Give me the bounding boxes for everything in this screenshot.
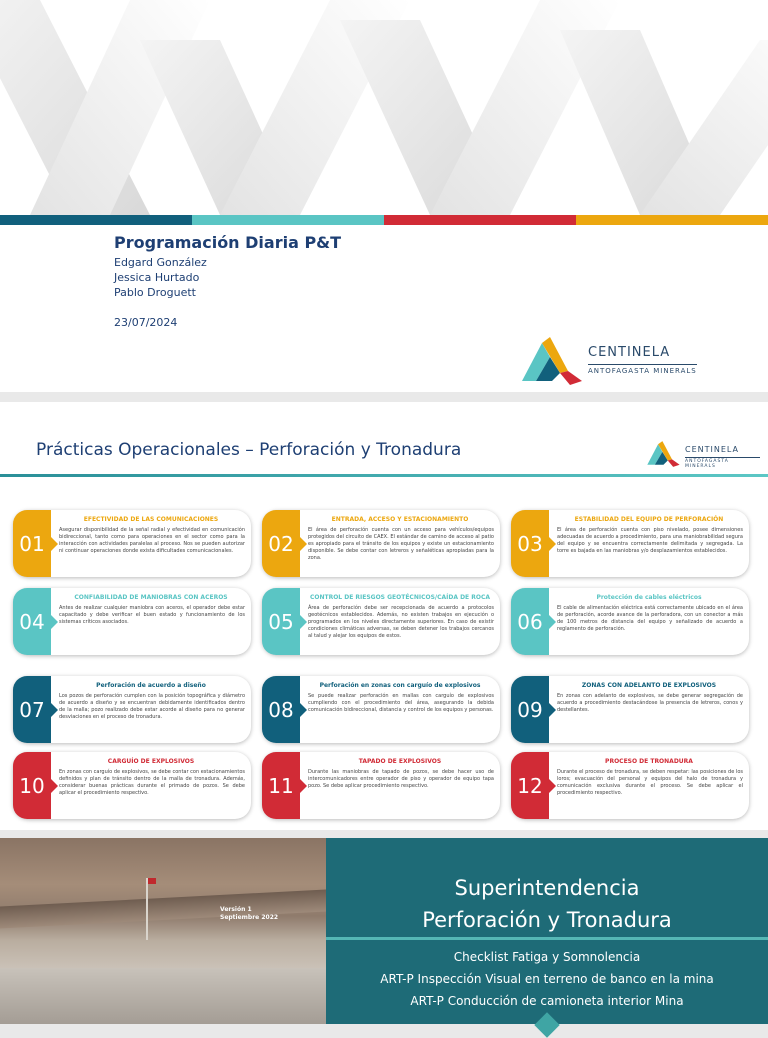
slide-title: Programación Diaria P&T <box>114 233 342 252</box>
title-slide <box>0 0 768 392</box>
card-title: EFECTIVIDAD DE LAS COMUNICACIONES <box>83 516 219 523</box>
practice-card <box>262 510 500 577</box>
card-text: En zonas con adelanto de explosivos, se debe generar segregación de acuerdo a procedimiento destacándose la presencia de letreros, conos y destellantes. <box>557 693 743 713</box>
practice-card <box>13 510 251 577</box>
card-text: Durante el proceso de tronadura, se deben respetar: las posiciones de los loros; evacuación del personal y equipos del halo de tronadura y comunicación exclusiva durante el proceso. Se debe aplicar el procedimiento respectivo. <box>557 769 743 796</box>
centinela-mountain-icon <box>645 440 683 468</box>
practice-card <box>262 676 500 743</box>
stripe-yellow <box>576 215 768 225</box>
heading-divider <box>326 937 768 940</box>
color-stripes <box>0 215 768 225</box>
practice-card <box>511 510 749 577</box>
version-date: Septiembre 2022 <box>220 914 279 921</box>
author-name: Pablo Droguett <box>114 286 196 299</box>
author-name: Jessica Hurtado <box>114 271 200 284</box>
card-text: El área de perforación cuenta con un acceso para vehículos/equipos protegidos del circuito de CAEX. El estándar de camino de acceso al patio es apropiado para el tránsito de los equipos y existe un estacionamiento disponible. Se debe contar con letreros y señaléticas apropiadas para la zona. <box>308 527 494 561</box>
card-number: 04 <box>13 588 51 655</box>
card-text: Área de perforación debe ser recepcionada de acuerdo a protocolos geotécnicos establecidos. Además, no existen trabajos en ejecución o programados en los niveles directamente superiores. En caso de existir condiciones climáticas adversas, se deben detener los trabajos cercanos al talud y alejar los equipos de estos. <box>308 605 494 639</box>
card-title: Protección de cables eléctricos <box>596 594 702 601</box>
card-number: 03 <box>511 510 549 577</box>
document-item: ART-P Conducción de camioneta interior Mina <box>410 994 684 1008</box>
card-title: CARGUÍO DE EXPLOSIVOS <box>107 758 195 765</box>
card-title: CONFIABILIDAD DE MANIOBRAS CON ACEROS <box>74 594 228 601</box>
practice-card <box>13 676 251 743</box>
card-title: ZONAS CON ADELANTO DE EXPLOSIVOS <box>581 682 717 689</box>
practice-card <box>13 588 251 655</box>
logo-subtitle: ANTOFAGASTA MINERALS <box>588 364 697 375</box>
version-label <box>220 906 278 922</box>
chevron-pattern-background <box>0 0 768 215</box>
card-number: 12 <box>511 752 549 819</box>
card-arrow-icon <box>549 703 556 717</box>
slide-date: 23/07/2024 <box>114 316 178 329</box>
version-number: Versión 1 <box>220 906 252 913</box>
diamond-icon <box>534 1012 559 1037</box>
card-number: 07 <box>13 676 51 743</box>
card-arrow-icon <box>549 779 556 793</box>
red-flag-icon <box>148 878 156 884</box>
card-title: Perforación en zonas con carguío de explosivos <box>319 682 481 689</box>
haul-road <box>0 968 326 1024</box>
slide-title: Prácticas Operacionales – Perforación y Tronadura <box>36 440 462 460</box>
card-text: El cable de alimentación eléctrica está correctamente ubicado en el área de perforación, acorde avance de la perforadora, con un conector a más de 100 metros de distancia del equipo y señalizado de acuerdo a reglamento de perforación. <box>557 605 743 632</box>
card-text: Antes de realizar cualquier maniobra con aceros, el operador debe estar capacitado y debe verificar el buen estado y funcionamiento de los sistemas críticos asociados. <box>59 605 245 625</box>
title-underline <box>0 474 768 477</box>
stripe-blue <box>0 215 192 225</box>
flag-pole <box>146 878 148 940</box>
card-text: Durante las maniobras de tapado de pozos, se debe hacer uso de intercomunicadores entre operador de piso y operador de equipo tapa pozo. Se debe aplicar procedimiento respectivo. <box>308 769 494 789</box>
card-number: 01 <box>13 510 51 577</box>
card-text: El área de perforación cuenta con piso nivelado, posee dimensiones adecuadas de acuerdo a procedimiento, para una maniobrabilidad segura del equipo y se encuentra correctamente delimitada y segregada. La torre es bajada en las maniobras y/o desplazamientos establecidos. <box>557 527 743 554</box>
operational-practices-slide <box>0 402 768 830</box>
card-arrow-icon <box>300 703 307 717</box>
stripe-red <box>384 215 576 225</box>
card-text: En zonas con carguío de explosivos, se debe contar con estacionamientos definidos y plan de tránsito dentro de la malla de tronadura. Además, considerar buenas prácticas durante el primado de pozos. Se debe aplicar el procedimiento respectivo. <box>59 769 245 796</box>
logo-name: CENTINELA <box>685 445 740 454</box>
practice-card <box>13 752 251 819</box>
card-arrow-icon <box>51 779 58 793</box>
card-number: 10 <box>13 752 51 819</box>
title-panel <box>326 838 768 1024</box>
centinela-logo <box>645 440 760 470</box>
heading-superintendencia: Superintendencia <box>454 876 640 900</box>
logo-name: CENTINELA <box>588 345 671 360</box>
card-number: 02 <box>262 510 300 577</box>
card-title: PROCESO DE TRONADURA <box>605 758 693 765</box>
centinela-logo <box>520 335 720 390</box>
card-title: Perforación de acuerdo a diseño <box>96 682 206 689</box>
card-title: ENTRADA, ACCESO Y ESTACIONAMIENTO <box>331 516 469 523</box>
card-number: 11 <box>262 752 300 819</box>
document-item: Checklist Fatiga y Somnolencia <box>453 950 641 964</box>
practice-card <box>511 588 749 655</box>
card-title: TAPADO DE EXPLOSIVOS <box>358 758 442 765</box>
card-arrow-icon <box>300 615 307 629</box>
card-text: Asegurar disponibilidad de la señal radial y efectividad en comunicación bidireccional, tanto como para operaciones en el sector como para la interacción con actividades paralelas al proceso. Nos se pueden autorizar ni continuar operaciones donde exista dificultades comunicacionales. <box>59 527 245 554</box>
heading-perforacion: Perforación y Tronadura <box>422 908 672 932</box>
superintendence-slide <box>0 838 768 1024</box>
card-arrow-icon <box>549 615 556 629</box>
logo-subtitle: ANTOFAGASTA MINERALS <box>685 457 760 469</box>
practice-card <box>262 752 500 819</box>
card-number: 06 <box>511 588 549 655</box>
card-arrow-icon <box>549 537 556 551</box>
practice-card <box>511 752 749 819</box>
centinela-mountain-icon <box>520 335 586 387</box>
card-arrow-icon <box>51 703 58 717</box>
practice-card <box>262 588 500 655</box>
document-item: ART-P Inspección Visual en terreno de banco en la mina <box>380 972 714 986</box>
card-title: CONTROL DE RIESGOS GEOTÉCNICOS/CAÍDA DE ROCA <box>309 594 491 601</box>
card-arrow-icon <box>300 537 307 551</box>
stripe-teal <box>192 215 384 225</box>
card-number: 05 <box>262 588 300 655</box>
card-arrow-icon <box>51 615 58 629</box>
card-text: Los pozos de perforación cumplen con la posición topográfica y diámetro de acuerdo a diseño y se encuentran debidamente identificados dentro de la malla; pozo realizado debe estar acorde al diseño para no generar desviaciones en el proceso de tronadura. <box>59 693 245 720</box>
card-arrow-icon <box>300 779 307 793</box>
author-name: Edgard González <box>114 256 207 269</box>
card-text: Se puede realizar perforación en mallas con carguío de explosivos cumpliendo con el procedimiento del área, asegurando la debida comunicación bidireccional, distancia y control de los equipos y personas. <box>308 693 494 713</box>
card-arrow-icon <box>51 537 58 551</box>
mine-bench-photo <box>0 838 326 1024</box>
practice-card <box>511 676 749 743</box>
card-number: 08 <box>262 676 300 743</box>
card-number: 09 <box>511 676 549 743</box>
card-title: ESTABILIDAD DEL EQUIPO DE PERFORACIÓN <box>574 516 724 523</box>
